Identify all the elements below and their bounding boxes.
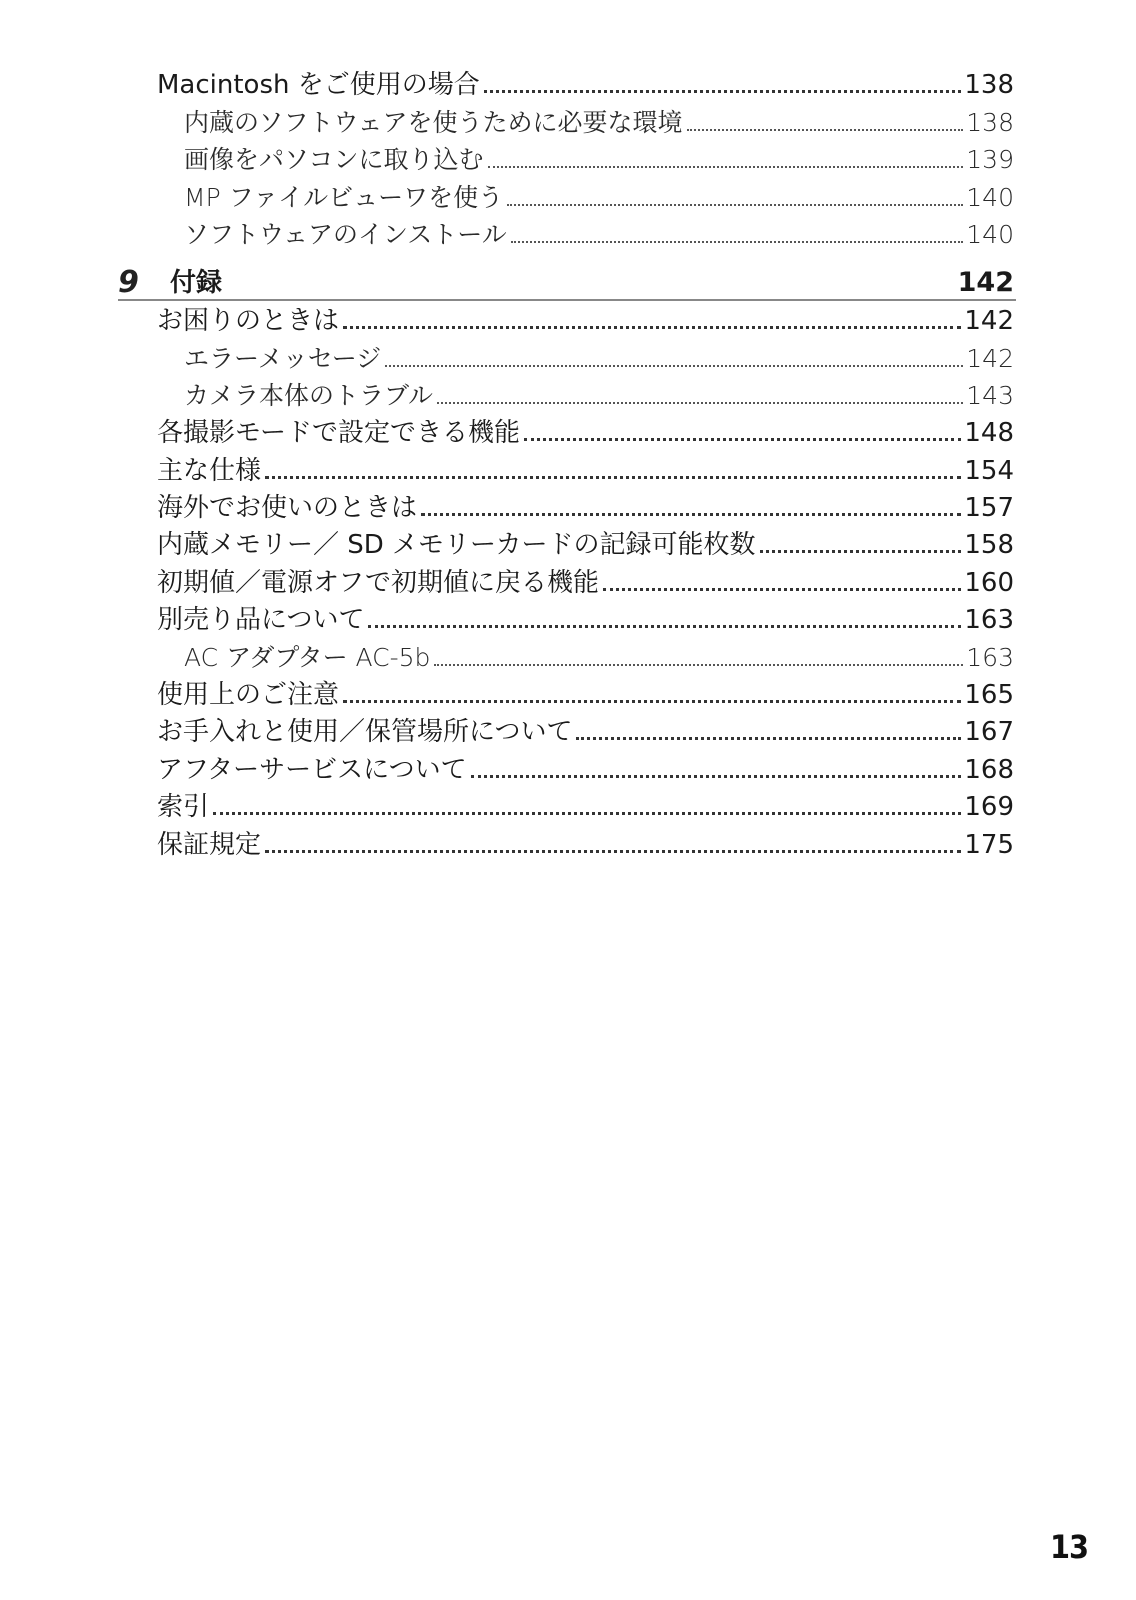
dot-leader — [385, 365, 963, 367]
dot-leader — [421, 513, 961, 516]
entry-page: 154 — [964, 456, 1014, 486]
toc-entry-overseas[interactable] — [157, 485, 1014, 523]
entry-page: 138 — [964, 70, 1014, 100]
entry-label: AC アダプター AC-5b — [184, 643, 431, 672]
entry-label: 各撮影モードで設定できる機能 — [157, 418, 520, 448]
dot-leader — [603, 588, 961, 591]
chapter-page: 142 — [957, 267, 1014, 298]
entry-label: 使用上のご注意 — [157, 680, 340, 710]
entry-label: Macintosh をご使用の場合 — [157, 70, 480, 100]
entry-label: 内蔵のソフトウェアを使うために必要な環境 — [184, 108, 683, 137]
entry-page: 165 — [964, 680, 1014, 710]
entry-page: 169 — [964, 792, 1014, 822]
entry-label: カメラ本体のトラブル — [184, 381, 434, 410]
dot-leader — [343, 700, 961, 703]
toc-subentry-camera-trouble[interactable] — [184, 373, 1014, 411]
entry-label: 保証規定 — [157, 830, 262, 860]
dot-leader — [511, 241, 964, 243]
dot-leader — [368, 625, 961, 628]
entry-page: 138 — [966, 108, 1014, 137]
dot-leader — [524, 438, 961, 441]
entry-label: アフターサービスについて — [157, 755, 467, 785]
entry-page: 142 — [966, 344, 1014, 373]
entry-page: 140 — [966, 183, 1014, 212]
entry-page: 175 — [964, 830, 1014, 860]
entry-label: 索引 — [157, 792, 210, 822]
chapter-number: 9 — [118, 265, 139, 300]
dot-leader — [687, 129, 964, 131]
dot-leader — [434, 664, 963, 666]
entry-label: お困りのときは — [157, 306, 340, 336]
entry-page: 158 — [964, 530, 1014, 560]
toc-subentry-import-images[interactable] — [184, 137, 1014, 175]
toc-entry-mode-functions[interactable] — [157, 410, 1014, 448]
dot-leader — [507, 204, 963, 206]
entry-page: 168 — [964, 755, 1014, 785]
entry-label: お手入れと使用／保管場所について — [157, 717, 573, 747]
entry-page: 148 — [964, 418, 1014, 448]
dot-leader — [576, 737, 961, 740]
toc-entry-troubleshooting[interactable] — [157, 298, 1014, 336]
toc-entry-after-service[interactable] — [157, 747, 1014, 785]
dot-leader — [437, 402, 963, 404]
entry-label: エラーメッセージ — [184, 344, 382, 373]
toc-entry-accessories[interactable] — [157, 597, 1014, 635]
toc-entry-care-storage[interactable] — [157, 709, 1014, 747]
page-number: 13 — [1050, 1528, 1089, 1566]
toc-entry-specifications[interactable] — [157, 448, 1014, 486]
entry-label: 画像をパソコンに取り込む — [184, 145, 484, 174]
toc-entry-macintosh[interactable] — [157, 62, 1014, 100]
dot-leader — [484, 90, 962, 93]
entry-label: 内蔵メモリー／ SD メモリーカードの記録可能枚数 — [157, 530, 756, 560]
entry-page: 143 — [966, 381, 1014, 410]
entry-label: 主な仕様 — [157, 456, 262, 486]
toc-subentry-install[interactable] — [184, 212, 1014, 250]
entry-label: 別売り品について — [157, 605, 365, 635]
toc-subentry-error-messages[interactable] — [184, 336, 1014, 374]
entry-page: 142 — [964, 306, 1014, 336]
toc-entry-index[interactable] — [157, 784, 1014, 822]
entry-page: 167 — [964, 717, 1014, 747]
entry-label: MP ファイルビューワを使う — [184, 183, 504, 212]
dot-leader — [265, 850, 961, 853]
dot-leader — [265, 476, 961, 479]
dot-leader — [488, 166, 964, 168]
entry-page: 163 — [964, 605, 1014, 635]
toc-entry-warranty[interactable] — [157, 822, 1014, 860]
dot-leader — [471, 775, 962, 778]
dot-leader — [760, 550, 962, 553]
toc-subentry-mp-viewer[interactable] — [184, 175, 1014, 213]
chapter-title: 付録 — [170, 268, 223, 298]
entry-label: ソフトウェアのインストール — [184, 220, 507, 249]
entry-page: 160 — [964, 568, 1014, 598]
chapter-heading[interactable] — [118, 263, 1016, 301]
toc-subentry-requirements[interactable] — [184, 100, 1014, 138]
entry-label: 初期値／電源オフで初期値に戻る機能 — [157, 568, 600, 598]
entry-page: 163 — [966, 643, 1014, 672]
entry-page: 157 — [964, 493, 1014, 523]
toc-entry-defaults[interactable] — [157, 560, 1014, 598]
dot-leader — [343, 326, 961, 329]
entry-page: 139 — [966, 145, 1014, 174]
toc-subentry-ac-adapter[interactable] — [184, 635, 1014, 673]
dot-leader — [213, 812, 961, 815]
entry-label: 海外でお使いのときは — [157, 493, 418, 523]
toc-entry-recordable-shots[interactable] — [157, 522, 1014, 560]
entry-page: 140 — [966, 220, 1014, 249]
toc-entry-precautions[interactable] — [157, 672, 1014, 710]
